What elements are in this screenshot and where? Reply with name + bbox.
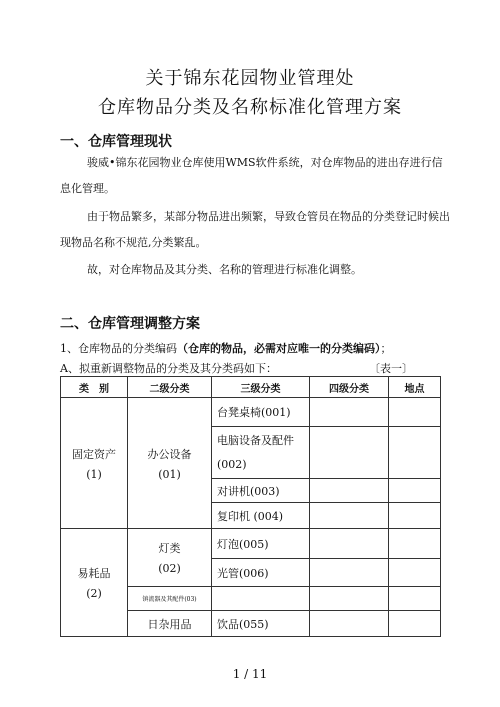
header-level-2: 二级分类 <box>128 377 212 398</box>
header-level-3: 三级分类 <box>212 377 310 398</box>
section-1-paragraph-3: 故，对仓库物品及其分类、名称的管理进行标准化调整。 <box>87 263 362 276</box>
subcategory-lamps: 灯类 (02) <box>128 529 212 587</box>
empty-cell <box>389 427 441 479</box>
classification-table <box>60 376 441 637</box>
header-location: 地点 <box>389 377 441 398</box>
header-category: 类 别 <box>61 377 128 398</box>
empty-cell <box>212 587 310 611</box>
empty-cell <box>389 559 441 587</box>
empty-cell <box>389 503 441 529</box>
item-cell: 台凳桌椅(001) <box>212 398 310 427</box>
header-level-4: 四级分类 <box>310 377 389 398</box>
item-cell: 灯泡(005) <box>212 529 310 559</box>
item-cell: 电脑设备及配件(002) <box>212 427 310 479</box>
subcategory-office-equipment: 办公设备 (01) <box>128 398 212 529</box>
table-number-label: 〔表一〕 <box>369 362 413 375</box>
document-title-line-1: 关于锦东花园物业管理处 <box>145 68 355 89</box>
section-2-item-1 <box>60 340 460 356</box>
table-row <box>61 398 441 427</box>
empty-cell <box>310 611 389 637</box>
empty-cell <box>389 611 441 637</box>
section-1-heading: 一、仓库管理现状 <box>60 134 172 150</box>
empty-cell <box>310 559 389 587</box>
empty-cell <box>389 479 441 503</box>
section-2-item-a: A、拟重新调整物品的分类及其分类码如下： <box>60 362 277 375</box>
empty-cell <box>310 398 389 427</box>
subcategory-ballast: 镇流器及其配件(03) <box>128 587 212 611</box>
table-row <box>61 529 441 559</box>
section-1-paragraph-2: 由于物品繁多，某部分物品进出频繁，导致仓管员在物品的分类登记时候出现物品名称不规范,分类繁乱。 <box>60 210 450 249</box>
item-cell: 光管(006) <box>212 559 310 587</box>
empty-cell <box>310 587 389 611</box>
empty-cell <box>310 479 389 503</box>
empty-cell <box>389 587 441 611</box>
document-title-line-2: 仓库物品分类及名称标准化管理方案 <box>98 97 402 118</box>
category-consumables: 易耗品 (2) <box>61 529 128 637</box>
section-2-heading: 二、仓库管理调整方案 <box>60 316 200 332</box>
empty-cell <box>310 427 389 479</box>
item-cell: 饮品(055) <box>212 611 310 637</box>
item-cell: 对讲机(003) <box>212 479 310 503</box>
empty-cell <box>389 529 441 559</box>
empty-cell <box>310 503 389 529</box>
subcategory-daily-goods: 日杂用品 <box>128 611 212 637</box>
item-1-prefix: 1、仓库物品的分类编码 <box>60 342 177 355</box>
item-1-bold-note: （仓库的物品，必需对应唯一的分类编码） <box>177 342 381 355</box>
item-cell: 复印机 (004) <box>212 503 310 529</box>
item-1-suffix: ； <box>380 342 392 355</box>
section-1-paragraph-1: 骏威•锦东花园物业仓库使用WMS软件系统，对仓库物品的进出存进行信息化管理。 <box>60 156 443 195</box>
empty-cell <box>310 529 389 559</box>
empty-cell <box>389 398 441 427</box>
table-header-row <box>61 377 441 398</box>
category-fixed-assets: 固定资产 (1) <box>61 398 128 529</box>
page-number: 1 / 11 <box>232 667 268 681</box>
